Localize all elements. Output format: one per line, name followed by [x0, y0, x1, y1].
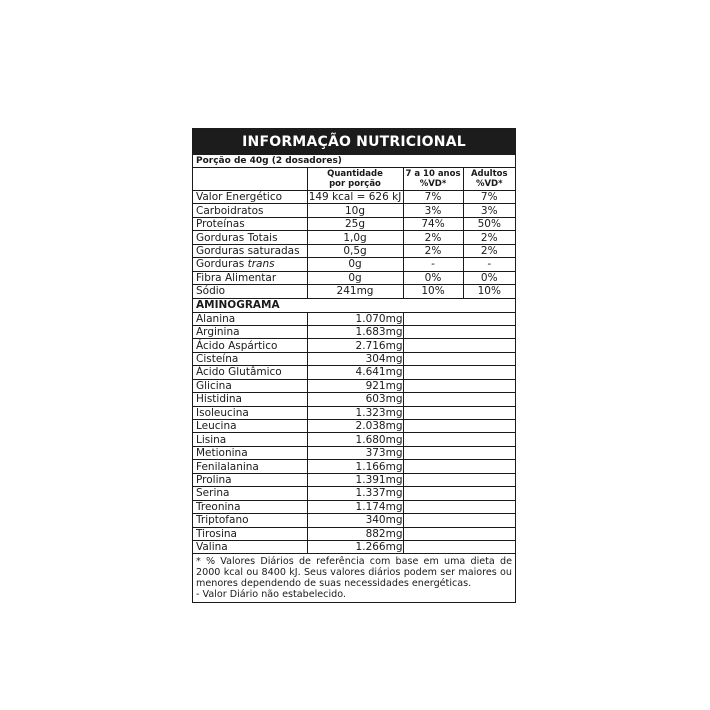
nutrient-vd-adults: 50% — [463, 217, 515, 230]
amino-empty-cell — [403, 460, 515, 473]
nutrient-row — [193, 204, 515, 217]
nutrient-quantity: 25g — [307, 217, 403, 230]
amino-empty-cell — [403, 313, 515, 326]
nutrient-vd-kids: 7% — [403, 191, 463, 204]
amino-acid-quantity: 2.038mg — [307, 420, 403, 433]
amino-acid-name: Prolina — [193, 473, 307, 486]
nutrient-row — [193, 244, 515, 257]
footnote-daily-values: * % Valores Diários de referência com base em uma dieta de 2000 kcal ou 8400 kJ. Seus valores diários podem ser maiores ou menores dependendo de suas necessidades energéticas. — [196, 556, 512, 590]
amino-empty-cell — [403, 527, 515, 540]
amino-acid-name: Leucina — [193, 420, 307, 433]
amino-acid-name: Isoleucina — [193, 406, 307, 419]
nutrition-facts-label — [192, 128, 516, 603]
amino-acid-quantity: 1.266mg — [307, 540, 403, 553]
amino-acid-quantity: 304mg — [307, 352, 403, 365]
nutrient-vd-kids: 0% — [403, 271, 463, 284]
amino-acid-name: Lisina — [193, 433, 307, 446]
nutrient-table — [193, 168, 515, 299]
nutrient-row — [193, 271, 515, 284]
header-kids-line2: %VD* — [419, 179, 447, 189]
nutrient-vd-adults: 10% — [463, 285, 515, 298]
nutrient-quantity: 1,0g — [307, 231, 403, 244]
amino-empty-cell — [403, 487, 515, 500]
nutrient-name: Gorduras trans — [193, 258, 307, 271]
nutrient-name: Gorduras saturadas — [193, 244, 307, 257]
amino-acid-name: Arginina — [193, 325, 307, 338]
amino-empty-cell — [403, 339, 515, 352]
footnote-not-established: - Valor Diário não estabelecido. — [196, 589, 346, 601]
amino-acid-quantity: 340mg — [307, 514, 403, 527]
aminogram-row — [193, 473, 515, 486]
nutrient-vd-adults: 3% — [463, 204, 515, 217]
amino-acid-quantity: 1.070mg — [307, 313, 403, 326]
nutrient-name: Carboidratos — [193, 204, 307, 217]
amino-empty-cell — [403, 514, 515, 527]
nutrient-vd-adults: 0% — [463, 271, 515, 284]
amino-acid-name: Histidina — [193, 393, 307, 406]
aminogram-row — [193, 460, 515, 473]
nutrient-quantity: 149 kcal = 626 kJ — [308, 191, 402, 204]
nutrient-row — [193, 217, 515, 230]
amino-empty-cell — [403, 540, 515, 553]
amino-acid-name: Alanina — [193, 313, 307, 326]
amino-acid-name: Triptofano — [193, 514, 307, 527]
nutrient-vd-kids: - — [403, 258, 463, 271]
amino-acid-quantity: 1.323mg — [307, 406, 403, 419]
amino-acid-name: Serina — [193, 487, 307, 500]
nutrient-vd-adults: - — [463, 258, 515, 271]
amino-empty-cell — [403, 406, 515, 419]
portion-size: Porção de 40g (2 dosadores) — [193, 155, 515, 168]
nutrient-name: Valor Energético — [193, 191, 307, 204]
amino-acid-quantity: 1.166mg — [307, 460, 403, 473]
aminogram-row — [193, 339, 515, 352]
label-title: INFORMAÇÃO NUTRICIONAL — [193, 129, 515, 155]
amino-acid-name: Valina — [193, 540, 307, 553]
header-adults-line1: Adultos — [470, 169, 508, 179]
aminogram-row — [193, 446, 515, 459]
header-adults-line2: %VD* — [475, 179, 503, 189]
amino-acid-quantity: 603mg — [307, 393, 403, 406]
amino-acid-name: Glicina — [193, 379, 307, 392]
nutrient-row — [193, 231, 515, 244]
amino-empty-cell — [403, 500, 515, 513]
amino-empty-cell — [403, 379, 515, 392]
amino-acid-quantity: 1.391mg — [307, 473, 403, 486]
aminogram-row — [193, 352, 515, 365]
amino-acid-quantity: 1.683mg — [307, 325, 403, 338]
nutrient-quantity: 0g — [307, 271, 403, 284]
amino-empty-cell — [403, 352, 515, 365]
nutrient-name: Fibra Alimentar — [193, 271, 307, 284]
nutrient-quantity: 0,5g — [307, 244, 403, 257]
header-kids-line1: 7 a 10 anos — [405, 169, 461, 179]
nutrient-vd-kids: 2% — [403, 244, 463, 257]
nutrient-vd-kids: 3% — [403, 204, 463, 217]
amino-acid-name: Fenilalanina — [193, 460, 307, 473]
amino-acid-name: Tirosina — [193, 527, 307, 540]
aminogram-row — [193, 487, 515, 500]
amino-acid-quantity: 2.716mg — [307, 339, 403, 352]
nutrient-quantity: 0g — [307, 258, 403, 271]
amino-acid-quantity: 4.641mg — [307, 366, 403, 379]
amino-empty-cell — [403, 366, 515, 379]
header-blank — [193, 168, 307, 191]
nutrient-row — [193, 285, 515, 298]
amino-acid-quantity: 1.680mg — [307, 433, 403, 446]
amino-empty-cell — [403, 393, 515, 406]
aminogram-table — [193, 313, 515, 554]
nutrient-vd-adults: 2% — [463, 244, 515, 257]
aminogram-row — [193, 393, 515, 406]
amino-empty-cell — [403, 433, 515, 446]
nutrient-vd-adults: 2% — [463, 231, 515, 244]
header-quantity — [307, 168, 403, 191]
amino-acid-quantity: 882mg — [307, 527, 403, 540]
aminogram-row — [193, 527, 515, 540]
aminogram-row — [193, 420, 515, 433]
amino-acid-quantity: 1.337mg — [307, 487, 403, 500]
amino-acid-name: Ácido Aspártico — [193, 339, 307, 352]
aminogram-row — [193, 406, 515, 419]
header-kids-vd — [403, 168, 463, 191]
amino-acid-quantity: 373mg — [307, 446, 403, 459]
header-adults-vd — [463, 168, 515, 191]
nutrient-row — [193, 191, 515, 204]
aminogram-row — [193, 313, 515, 326]
amino-empty-cell — [403, 420, 515, 433]
amino-empty-cell — [403, 325, 515, 338]
nutrient-vd-adults: 7% — [463, 191, 515, 204]
footnote — [193, 553, 515, 602]
aminogram-title: AMINOGRAMA — [193, 299, 515, 313]
amino-acid-quantity: 1.174mg — [307, 500, 403, 513]
nutrient-row — [193, 258, 515, 271]
amino-empty-cell — [403, 446, 515, 459]
nutrient-vd-kids: 74% — [403, 217, 463, 230]
aminogram-row — [193, 500, 515, 513]
aminogram-row — [193, 366, 515, 379]
header-quantity-line1: Quantidade — [327, 169, 383, 179]
aminogram-row — [193, 540, 515, 553]
amino-acid-name: Ácido Glutâmico — [193, 366, 307, 379]
nutrient-name: Sódio — [193, 285, 307, 298]
nutrient-vd-kids: 2% — [403, 231, 463, 244]
aminogram-row — [193, 325, 515, 338]
nutrient-vd-kids: 10% — [403, 285, 463, 298]
nutrient-quantity: 10g — [307, 204, 403, 217]
header-quantity-line2: por porção — [329, 179, 381, 189]
nutrient-name: Proteínas — [193, 217, 307, 230]
amino-acid-name: Cisteína — [193, 352, 307, 365]
amino-acid-name: Metionina — [193, 446, 307, 459]
aminogram-row — [193, 379, 515, 392]
nutrient-quantity: 241mg — [307, 285, 403, 298]
aminogram-row — [193, 514, 515, 527]
aminogram-row — [193, 433, 515, 446]
amino-empty-cell — [403, 473, 515, 486]
nutrient-name: Gorduras Totais — [193, 231, 307, 244]
table-header — [193, 168, 515, 191]
amino-acid-quantity: 921mg — [307, 379, 403, 392]
amino-acid-name: Treonina — [193, 500, 307, 513]
